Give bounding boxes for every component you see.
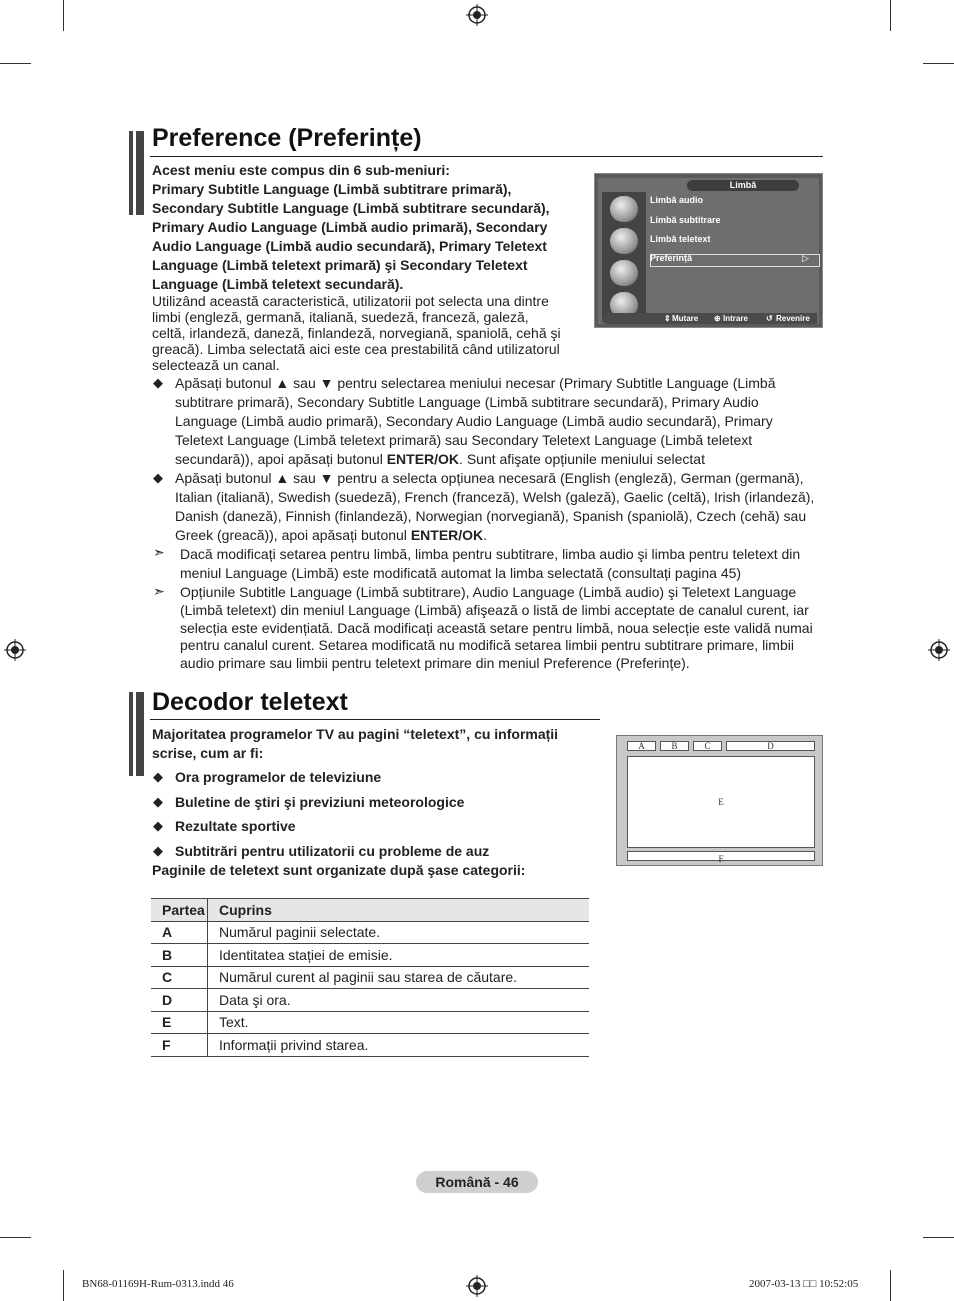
crop-mark — [0, 63, 31, 64]
region-f: F — [627, 851, 815, 861]
region-c: C — [693, 741, 722, 751]
setup-menu-icon — [610, 260, 638, 286]
diamond-bullet-icon: ◆ — [153, 794, 163, 809]
teletext-outro: Paginile de teletext sunt organizate după şase categorii: — [152, 862, 526, 878]
move-icon: ⇕ — [664, 314, 671, 323]
text-line: limbi (engleză, germană, italiană, suedeză, franceză, galeză, — [152, 309, 529, 325]
table-cell: Numărul paginii selectate. — [208, 921, 590, 944]
table-cell: Identitatea stației de emisie. — [208, 944, 590, 967]
teletext-bullet: Rezultate sportive — [175, 818, 296, 834]
osd-item-audio: Limbă audio — [650, 195, 704, 205]
text-span: secundară)), apoi apăsați butonul — [175, 451, 387, 467]
crop-mark — [923, 1237, 954, 1238]
registration-mark-icon — [928, 639, 950, 661]
osd-item-subtitle: Limbă subtitrare — [650, 215, 721, 225]
osd-footer-return: Revenire — [776, 314, 810, 323]
text-line: scrise, cum ar fi: — [152, 745, 264, 761]
table-row — [151, 966, 589, 989]
table-cell: A — [151, 921, 208, 944]
osd-footer-enter: Intrare — [723, 314, 748, 323]
osd-item-teletext: Limbă teletext — [650, 234, 711, 244]
diamond-bullet-icon: ◆ — [153, 470, 163, 485]
text-line: Italian (italiană), Swedish (suedeză), French (franceză), Welsh (galeză), Gaelic (celtă), Irish (irlandeză), — [175, 489, 815, 505]
note-2 — [180, 584, 830, 673]
text-line: celtă, irlandeză, daneză, finlandeză, norvegiană, spaniolă, cehă şi — [152, 325, 561, 341]
return-icon: ↺ — [766, 314, 773, 323]
diamond-bullet-icon: ◆ — [153, 818, 163, 833]
registration-mark-icon — [4, 639, 26, 661]
text-span: Greek (greacă)), apoi apăsați butonul — [175, 527, 411, 543]
instruction-bullet-1 — [175, 374, 825, 469]
text-line: Dacă modificați setarea pentru limbă, limba pentru subtitrare, limba audio şi limba pentru teletext din — [180, 546, 801, 562]
text-span: . Sunt afişate opțiunile meniului selectat — [459, 451, 705, 467]
table-cell: Numărul curent al paginii sau starea de căutare. — [208, 966, 590, 989]
table-cell: Data şi ora. — [208, 989, 590, 1012]
section-side-bar — [136, 692, 144, 776]
print-file-name: BN68-01169H-Rum-0313.indd 46 — [82, 1278, 234, 1290]
region-b: B — [660, 741, 689, 751]
table-header-cell: Partea — [151, 899, 208, 922]
crop-mark — [890, 0, 891, 31]
section-side-bar — [136, 131, 144, 215]
enter-ok-label: ENTER/OK — [410, 527, 484, 543]
crop-mark — [890, 1270, 891, 1301]
osd-icon-column — [602, 192, 646, 322]
text-line: selectează un canal. — [152, 357, 280, 373]
text-span: . — [483, 527, 488, 543]
osd-panel — [598, 178, 819, 324]
text-line: Language (Limbă teletext secundară). — [152, 276, 404, 292]
table-cell: Informații privind starea. — [208, 1034, 590, 1057]
instruction-bullet-2 — [175, 469, 830, 545]
osd-footer-move: Mutare — [672, 314, 699, 323]
intro-plain-text — [152, 293, 582, 373]
section-side-bar — [129, 692, 133, 776]
text-line: Language (Limbă teletext primară) şi Secondary Teletext — [152, 257, 528, 273]
osd-footer — [602, 313, 817, 324]
text-line: Danish (daneză), Finnish (finlandeză), Norwegian (norvegiană), Spanish (spaniolă), Czech (cehă) sau — [175, 508, 807, 524]
teletext-layout-diagram — [616, 735, 823, 866]
teletext-bullet: Buletine de ştiri şi previziuni meteorologice — [175, 794, 465, 810]
text-line — [175, 450, 825, 469]
print-date: 2007-03-13 □□ 10:52:05 — [749, 1278, 859, 1290]
text-line: greacă). Limba selectată aici este cea prestabilită când utilizatorul — [152, 341, 560, 357]
crop-mark — [63, 1270, 64, 1301]
intro-heading: Acest meniu este compus din 6 sub-meniuri: — [152, 162, 450, 178]
text-line: meniul Language (Limbă) este modificată automat la limba selectată (consultați pagina 45) — [180, 565, 742, 581]
title-underline — [150, 156, 823, 157]
osd-right-arrow-icon: ▷ — [802, 253, 809, 263]
text-line: pentru canalul curent. Setarea modificată nu modifică setarea limbii pentru subtitrare primare, limbii — [180, 637, 794, 654]
text-line: Apăsați butonul ▲ sau ▼ pentru a selecta opțiunea necesară (English (engleză), German (germană), — [175, 470, 804, 486]
crop-mark — [63, 0, 64, 31]
text-line: Opțiunile Subtitle Language (Limbă subtitrare), Audio Language (Limbă audio) şi Teletext Language — [180, 584, 797, 600]
osd-item-preference: Preferință — [650, 253, 693, 263]
region-d: D — [726, 741, 815, 751]
section-side-bar — [129, 131, 133, 215]
table-cell: B — [151, 944, 208, 967]
text-line: selecția este evidențiată. Dacă modificați această setare pentru limbă, noua selecție este validă numai — [180, 619, 813, 636]
region-e: E — [627, 756, 815, 848]
section-title-preference: Preference (Preferințe) — [152, 124, 422, 152]
registration-mark-icon — [466, 1275, 488, 1297]
sound-menu-icon — [610, 228, 638, 254]
diamond-bullet-icon: ◆ — [153, 375, 163, 390]
table-cell: E — [151, 1011, 208, 1034]
picture-menu-icon — [610, 196, 638, 222]
table-row — [151, 989, 589, 1012]
text-line: (Limbă teletext) din meniul Language (Limbă) afişează o listă de limbi acceptate de canalul curent, iar — [180, 601, 809, 618]
crop-mark — [0, 1237, 31, 1238]
teletext-intro — [152, 725, 592, 763]
text-line: Audio Language (Limbă audio secundară), Primary Teletext — [152, 238, 547, 254]
text-line: Language (Limbă audio primară), Secondary Audio Language (Limbă audio secundară), Primary — [175, 413, 773, 429]
section-title-teletext: Decodor teletext — [152, 688, 348, 716]
note-arrow-icon: ➣ — [153, 544, 165, 560]
table-row — [151, 944, 589, 967]
table-cell: C — [151, 966, 208, 989]
text-line: audio primare sau limbii pentru teletext primare din meniul Preference (Preferințe). — [180, 655, 690, 672]
table-cell: Text. — [208, 1011, 590, 1034]
teletext-bullet: Subtitrări pentru utilizatorii cu probleme de auz — [175, 843, 490, 859]
teletext-bullet: Ora programelor de televiziune — [175, 769, 382, 785]
table-row — [151, 1034, 589, 1057]
text-line: Majoritatea programelor TV au pagini “teletext”, cu informații — [152, 726, 559, 742]
table-cell: D — [151, 989, 208, 1012]
region-a: A — [627, 741, 656, 751]
text-line: Utilizând această caracteristică, utilizatorii pot selecta una dintre — [152, 293, 549, 309]
text-line: Apăsați butonul ▲ sau ▼ pentru selectarea meniului necesar (Primary Subtitle Language (Limbă — [175, 375, 776, 391]
text-line: Secondary Subtitle Language (Limbă subtitrare secundară), — [152, 200, 550, 216]
page-number: Română - 46 — [416, 1171, 538, 1193]
note-arrow-icon: ➣ — [153, 583, 165, 599]
note-1 — [180, 545, 830, 583]
osd-language-menu — [594, 173, 823, 328]
teletext-parts-table — [151, 898, 589, 1057]
table-header-row — [151, 899, 589, 922]
text-line — [175, 526, 830, 545]
table-header-cell: Cuprins — [208, 899, 590, 922]
intro-bold-text — [152, 180, 582, 294]
table-cell: F — [151, 1034, 208, 1057]
osd-title: Limbă — [687, 180, 799, 191]
crop-mark — [923, 63, 954, 64]
table-row — [151, 921, 589, 944]
table-row — [151, 1011, 589, 1034]
text-line: Primary Audio Language (Limbă audio primară), Secondary — [152, 219, 548, 235]
text-line: Primary Subtitle Language (Limbă subtitrare primară), — [152, 181, 512, 197]
diamond-bullet-icon: ◆ — [153, 843, 163, 858]
title-underline — [150, 719, 600, 720]
enter-icon: ⊕ — [714, 314, 721, 323]
text-line: subtitrare primară), Secondary Subtitle Language (Limbă subtitrare secundară), Primary Audio — [175, 394, 759, 410]
enter-ok-label: ENTER/OK — [386, 451, 460, 467]
diamond-bullet-icon: ◆ — [153, 769, 163, 784]
text-line: Teletext Language (Limbă teletext primară) sau Secondary Teletext Language (Limbă teletext — [175, 432, 753, 448]
registration-mark-icon — [466, 4, 488, 26]
